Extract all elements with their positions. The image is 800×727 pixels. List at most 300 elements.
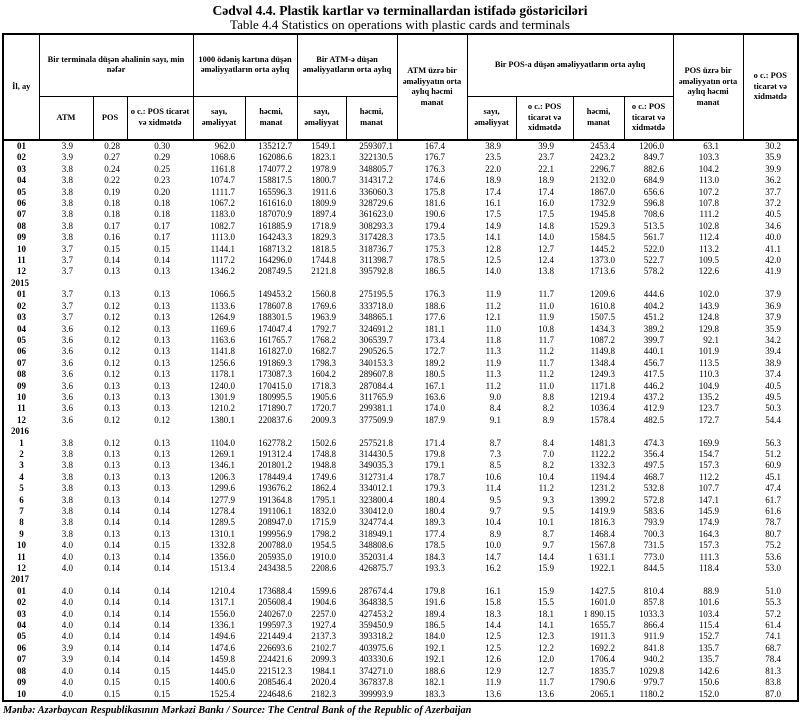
data-row — [3, 244, 798, 255]
value-cell: 167.4 — [424, 141, 446, 151]
source-note: Mənbə: Azərbaycan Respublikasının Mərkəzi Bankı / Source: The Central Bank of the Republic of Azerbaijan — [3, 704, 472, 716]
value-cell: 322130.5 — [359, 152, 394, 163]
month-cell: 01 — [17, 585, 26, 596]
value-cell: 513.5 — [643, 220, 665, 231]
value-cell: 1706.4 — [590, 654, 616, 665]
value-cell: 4.0 — [61, 608, 73, 619]
value-cell: 1800.7 — [311, 175, 337, 186]
value-cell: 3.9 — [61, 152, 73, 163]
value-cell: 2423.2 — [590, 152, 616, 163]
value-cell: 3.7 — [61, 255, 73, 266]
data-row — [3, 232, 798, 243]
value-cell: 0.13 — [104, 380, 120, 391]
value-cell: 41.1 — [765, 243, 782, 254]
value-cell: 3.8 — [61, 198, 73, 209]
value-cell: 1818.5 — [311, 243, 337, 254]
data-row — [3, 266, 798, 277]
data-row — [3, 597, 798, 608]
value-cell: 0.13 — [154, 312, 171, 323]
value-cell: 1748.8 — [311, 448, 337, 459]
value-cell: 37.2 — [765, 198, 782, 209]
value-cell: 179.1 — [424, 460, 446, 471]
value-cell: 11.9 — [485, 677, 502, 688]
value-cell: 3.6 — [61, 391, 73, 402]
value-cell: 9.3 — [542, 494, 555, 505]
value-cell: 700.3 — [643, 528, 665, 539]
value-cell: 482.5 — [643, 414, 665, 425]
value-cell: 1171.8 — [590, 380, 616, 391]
value-cell: 395792.8 — [359, 266, 394, 277]
value-cell: 165596.3 — [258, 186, 293, 197]
value-cell: 1249.3 — [590, 369, 616, 380]
value-cell: 348808.6 — [359, 540, 394, 551]
value-cell: 60.9 — [765, 460, 782, 471]
value-cell: 11.9 — [538, 312, 555, 323]
value-cell: 1277.9 — [210, 494, 236, 505]
value-cell: 456.7 — [643, 357, 665, 368]
value-cell: 684.9 — [643, 175, 665, 186]
data-row — [3, 483, 798, 494]
value-cell: 191312.4 — [258, 448, 293, 459]
value-cell: 14.0 — [485, 266, 502, 277]
value-cell: 356.4 — [643, 448, 665, 459]
value-cell: 16.1 — [485, 585, 502, 596]
value-cell: 349035.3 — [359, 460, 394, 471]
data-row — [3, 540, 798, 551]
value-cell: 135.7 — [698, 642, 720, 653]
value-cell: 3.8 — [61, 506, 73, 516]
value-cell: 37.4 — [765, 369, 782, 380]
value-cell: 11.2 — [538, 346, 555, 357]
value-cell: 1 631.1 — [588, 551, 616, 562]
value-cell: 14.9 — [485, 220, 502, 231]
month-cell: 04 — [17, 620, 26, 631]
value-cell: 88.9 — [703, 585, 720, 596]
value-cell: 102.0 — [698, 289, 720, 300]
value-cell: 1599.6 — [311, 585, 337, 596]
value-cell: 1111.7 — [211, 186, 236, 197]
value-cell: 1798.2 — [311, 528, 337, 539]
data-row — [3, 517, 798, 528]
value-cell: 180.4 — [424, 506, 446, 516]
value-cell: 169.9 — [698, 437, 720, 448]
value-cell: 0.15 — [104, 677, 120, 688]
value-cell: 0.13 — [154, 357, 171, 368]
value-cell: 179.8 — [424, 585, 446, 596]
value-cell: 1346.2 — [210, 266, 236, 277]
month-cell: 10 — [17, 540, 26, 551]
value-cell: 187070.9 — [258, 209, 293, 220]
value-cell: 191.6 — [424, 597, 446, 608]
value-cell: 1720.7 — [311, 403, 337, 414]
value-cell: 175.8 — [424, 186, 446, 197]
value-cell: 54.4 — [765, 414, 782, 425]
value-cell: 1513.4 — [210, 563, 236, 574]
value-cell: 1549.1 — [311, 141, 337, 151]
value-cell: 15.8 — [485, 597, 502, 608]
value-cell: 103.4 — [698, 608, 720, 619]
value-cell: 179.3 — [424, 483, 446, 494]
value-cell: 1380.1 — [210, 414, 236, 425]
value-cell: 1769.6 — [311, 300, 337, 311]
value-cell: 41.9 — [765, 266, 782, 277]
value-cell: 444.6 — [643, 289, 665, 300]
value-cell: 0.13 — [154, 437, 171, 448]
value-cell: 1911.6 — [311, 186, 337, 197]
value-cell: 18.9 — [538, 175, 555, 186]
value-cell: 8.9 — [542, 414, 555, 425]
value-cell: 36.9 — [765, 300, 782, 311]
value-cell: 1144.1 — [210, 243, 236, 254]
value-cell: 0.24 — [104, 163, 120, 174]
value-cell: 348865.1 — [359, 312, 394, 323]
value-cell: 451.2 — [643, 312, 665, 323]
data-row — [3, 586, 798, 597]
value-cell: 446.2 — [643, 380, 665, 391]
value-cell: 178.7 — [424, 471, 446, 482]
value-cell: 142.6 — [698, 665, 720, 676]
value-cell: 75.2 — [765, 540, 782, 551]
value-cell: 578.2 — [643, 266, 665, 277]
value-cell: 34.6 — [765, 220, 782, 231]
value-cell: 8.2 — [542, 403, 555, 414]
value-cell: 866.4 — [643, 620, 665, 631]
value-cell: 979.7 — [643, 677, 665, 688]
value-cell: 0.13 — [154, 289, 171, 300]
value-cell: 11.7 — [538, 357, 555, 368]
value-cell: 113.2 — [699, 243, 720, 254]
statistics-table — [2, 33, 799, 702]
value-cell: 0.13 — [154, 391, 171, 402]
value-cell: 154.7 — [698, 448, 720, 459]
value-cell: 221449.4 — [258, 631, 293, 642]
value-cell: 1264.9 — [210, 312, 236, 323]
value-cell: 8.5 — [489, 460, 502, 471]
value-cell: 40.0 — [765, 232, 782, 243]
value-cell: 1029.8 — [639, 665, 665, 676]
value-cell: 1556.0 — [210, 608, 236, 619]
value-cell: 181.1 — [424, 323, 446, 334]
value-cell: 12.9 — [485, 665, 502, 676]
value-cell: 2257.0 — [311, 608, 337, 619]
value-cell: 1219.4 — [590, 391, 616, 402]
value-cell: 0.13 — [104, 551, 120, 562]
value-cell: 11.7 — [538, 677, 555, 688]
value-cell: 10.8 — [538, 323, 555, 334]
value-cell: 0.14 — [154, 255, 171, 266]
value-cell: 374271.0 — [359, 665, 394, 676]
value-cell: 1862.4 — [311, 483, 337, 494]
value-cell: 164243.3 — [258, 232, 293, 243]
month-cell: 09 — [17, 232, 26, 243]
value-cell: 176.3 — [424, 163, 446, 174]
value-cell: 0.29 — [154, 152, 171, 163]
value-cell: 178607.8 — [258, 300, 293, 311]
value-cell: 8.9 — [489, 528, 502, 539]
value-cell: 107.8 — [698, 198, 720, 209]
value-cell: 2065.1 — [590, 688, 616, 699]
value-cell: 0.14 — [104, 620, 120, 631]
year-row — [3, 278, 798, 289]
value-cell: 1149.8 — [590, 346, 616, 357]
value-cell: 9.1 — [489, 414, 502, 425]
value-cell: 47.4 — [765, 483, 782, 494]
value-cell: 3.7 — [61, 266, 73, 277]
value-cell: 224421.6 — [258, 654, 293, 665]
value-cell: 192.1 — [424, 654, 446, 665]
value-cell: 205608.4 — [258, 597, 293, 608]
value-cell: 2099.3 — [311, 654, 337, 665]
value-cell: 205935.0 — [258, 551, 293, 562]
value-cell: 61.4 — [765, 620, 782, 631]
subcol-volume: həcmi, manat — [245, 96, 297, 140]
value-cell: 9.5 — [542, 506, 555, 516]
value-cell: 177.6 — [424, 312, 446, 323]
value-cell: 23.7 — [538, 152, 555, 163]
month-cell: 05 — [17, 334, 26, 345]
value-cell: 45.1 — [765, 471, 782, 482]
value-cell: 178.5 — [424, 255, 446, 266]
value-cell: 9.7 — [542, 540, 555, 551]
data-row — [3, 654, 798, 665]
value-cell: 1978.9 — [311, 163, 337, 174]
value-cell: 78.7 — [765, 517, 782, 528]
value-cell: 0.18 — [154, 209, 171, 220]
data-row — [3, 198, 798, 209]
value-cell: 173.5 — [424, 232, 446, 243]
month-cell: 10 — [17, 688, 26, 699]
value-cell: 12.7 — [538, 243, 555, 254]
value-cell: 1692.2 — [590, 642, 616, 653]
value-cell: 53.6 — [765, 551, 782, 562]
value-cell: 15.9 — [538, 585, 555, 596]
value-cell: 1117.2 — [210, 255, 236, 266]
value-cell: 162086.6 — [258, 152, 293, 163]
value-cell: 1299.6 — [210, 483, 236, 494]
value-cell: 14.0 — [538, 232, 555, 243]
data-row — [3, 346, 798, 357]
value-cell: 7.3 — [489, 448, 502, 459]
month-cell: 09 — [17, 380, 26, 391]
value-cell: 220837.6 — [258, 414, 293, 425]
value-cell: 18.3 — [485, 608, 502, 619]
value-cell: 1 890.15 — [583, 608, 616, 619]
data-row — [3, 164, 798, 175]
value-cell: 39.9 — [765, 163, 782, 174]
value-cell: 810.4 — [643, 585, 665, 596]
value-cell: 3.8 — [61, 186, 73, 197]
value-cell: 1178.1 — [210, 369, 236, 380]
value-cell: 0.14 — [154, 620, 171, 631]
value-cell: 3.6 — [61, 346, 73, 357]
value-cell: 257521.8 — [359, 437, 394, 448]
month-cell: 02 — [17, 597, 26, 608]
value-cell: 0.18 — [104, 209, 120, 220]
value-cell: 0.12 — [154, 414, 171, 425]
value-cell: 1768.2 — [311, 334, 337, 345]
value-cell: 170415.0 — [258, 380, 293, 391]
month-cell: 12 — [17, 414, 26, 425]
value-cell: 193.3 — [424, 563, 446, 574]
col-group-per-pos: Bir POS-a düşən əməliyyatların orta aylıq — [467, 34, 673, 96]
value-cell: 4.0 — [61, 631, 73, 642]
value-cell: 708.6 — [643, 209, 665, 220]
value-cell: 11.9 — [485, 289, 502, 300]
value-cell: 1578.4 — [590, 414, 616, 425]
value-cell: 1419.9 — [590, 506, 616, 516]
month-cell: 06 — [17, 642, 26, 653]
value-cell: 221512.3 — [258, 665, 293, 676]
value-cell: 174047.4 — [258, 323, 293, 334]
value-cell: 175.3 — [424, 243, 446, 254]
value-cell: 191869.3 — [258, 357, 293, 368]
value-cell: 34.2 — [765, 334, 782, 345]
value-cell: 0.16 — [104, 232, 120, 243]
value-cell: 9.5 — [489, 494, 502, 505]
month-cell: 4 — [19, 471, 24, 482]
value-cell: 1169.6 — [210, 323, 236, 334]
data-row — [3, 620, 798, 631]
value-cell: 3.6 — [61, 357, 73, 368]
col-header-atm-avg-volume: ATM üzrə bir əməliyyatın orta aylıq həcmi manat — [397, 34, 467, 140]
value-cell: 2137.3 — [311, 631, 337, 642]
value-cell: 1141.8 — [210, 346, 236, 357]
value-cell: 317428.3 — [359, 232, 394, 243]
value-cell: 172.7 — [698, 414, 720, 425]
data-row — [3, 301, 798, 312]
value-cell: 841.8 — [643, 642, 665, 653]
value-cell: 1332.8 — [210, 540, 236, 551]
month-cell: 06 — [17, 346, 26, 357]
value-cell: 8.7 — [489, 437, 502, 448]
value-cell: 178.5 — [424, 540, 446, 551]
value-cell: 333718.0 — [359, 300, 394, 311]
value-cell: 181.6 — [424, 198, 446, 209]
value-cell: 14.1 — [538, 620, 555, 631]
value-cell: 1948.8 — [311, 460, 337, 471]
month-cell: 04 — [17, 175, 26, 186]
value-cell: 188301.5 — [258, 312, 293, 323]
value-cell: 10.0 — [485, 540, 502, 551]
value-cell: 3.6 — [61, 403, 73, 414]
value-cell: 364838.5 — [359, 597, 394, 608]
value-cell: 92.1 — [703, 334, 720, 345]
value-cell: 11.0 — [538, 380, 555, 391]
value-cell: 74.1 — [765, 631, 782, 642]
value-cell: 1905.6 — [311, 391, 337, 402]
subcol-count: sayı, əməliyyat — [193, 96, 245, 140]
value-cell: 1310.1 — [210, 528, 236, 539]
value-cell: 11.4 — [485, 483, 502, 494]
value-cell: 3.8 — [61, 448, 73, 459]
data-row — [3, 381, 798, 392]
value-cell: 149453.2 — [258, 289, 293, 300]
value-cell: 0.14 — [154, 642, 171, 653]
value-cell: 0.13 — [104, 483, 120, 494]
value-cell: 0.18 — [154, 198, 171, 209]
value-cell: 1655.7 — [590, 620, 616, 631]
value-cell: 171890.7 — [258, 403, 293, 414]
data-row — [3, 221, 798, 232]
data-row — [3, 209, 798, 220]
value-cell: 3.8 — [61, 209, 73, 220]
value-cell: 11.3 — [485, 369, 502, 380]
value-cell: 0.14 — [154, 631, 171, 642]
value-cell: 0.17 — [154, 220, 171, 231]
value-cell: 208546.4 — [258, 677, 293, 688]
value-cell: 1133.6 — [210, 300, 236, 311]
value-cell: 1033.3 — [639, 608, 665, 619]
value-cell: 306539.7 — [359, 334, 394, 345]
value-cell: 393318.2 — [359, 631, 394, 642]
value-cell: 3.8 — [61, 175, 73, 186]
value-cell: 0.13 — [154, 323, 171, 334]
value-cell: 11.2 — [485, 380, 502, 391]
month-cell: 07 — [17, 209, 26, 220]
month-cell: 7 — [19, 506, 24, 516]
value-cell: 0.13 — [104, 403, 120, 414]
data-row — [3, 631, 798, 642]
month-cell: 06 — [17, 198, 26, 209]
value-cell: 1332.3 — [590, 460, 616, 471]
value-cell: 12.5 — [485, 631, 502, 642]
value-cell: 1790.6 — [590, 677, 616, 688]
value-cell: 174077.2 — [258, 163, 293, 174]
value-cell: 0.14 — [104, 665, 120, 676]
data-row — [3, 552, 798, 563]
value-cell: 1180.2 — [639, 688, 665, 699]
value-cell: 0.13 — [154, 346, 171, 357]
value-cell: 49.5 — [765, 391, 782, 402]
value-cell: 11.8 — [485, 334, 502, 345]
value-cell: 37.7 — [765, 186, 782, 197]
value-cell: 10.6 — [485, 471, 502, 482]
year-label: 2015 — [11, 277, 29, 288]
value-cell: 1427.5 — [590, 585, 616, 596]
value-cell: 1122.2 — [590, 448, 616, 459]
value-cell: 135212.7 — [258, 141, 293, 151]
value-cell: 8.4 — [489, 403, 502, 414]
value-cell: 0.27 — [104, 152, 120, 163]
value-cell: 173.4 — [424, 334, 446, 345]
subcol-volume: həcmi, manat — [346, 96, 397, 140]
value-cell: 361623.0 — [359, 209, 394, 220]
data-row — [3, 369, 798, 380]
value-cell: 532.8 — [643, 483, 665, 494]
value-cell: 37.9 — [765, 312, 782, 323]
value-cell: 468.7 — [643, 471, 665, 482]
data-row — [3, 152, 798, 163]
year-label: 2017 — [11, 574, 29, 585]
value-cell: 1317.1 — [210, 597, 236, 608]
month-cell: 01 — [17, 289, 26, 300]
value-cell: 152.0 — [698, 688, 720, 699]
value-cell: 0.23 — [154, 175, 171, 186]
table-title-azerbaijani: Cədvəl 4.4. Plastik kartlar və terminallardan istifadə göstəriciləri — [212, 3, 588, 18]
value-cell: 1904.6 — [311, 597, 337, 608]
value-cell: 167.1 — [424, 380, 446, 391]
month-cell: 11 — [17, 255, 26, 266]
value-cell: 1795.1 — [311, 494, 337, 505]
value-cell: 38.9 — [765, 357, 782, 368]
value-cell: 161616.0 — [258, 198, 293, 209]
value-cell: 2121.8 — [311, 266, 337, 277]
month-cell: 9 — [19, 528, 24, 539]
value-cell: 287084.4 — [359, 380, 394, 391]
data-row — [3, 460, 798, 471]
value-cell: 1399.2 — [590, 494, 616, 505]
value-cell: 11.3 — [485, 346, 502, 357]
